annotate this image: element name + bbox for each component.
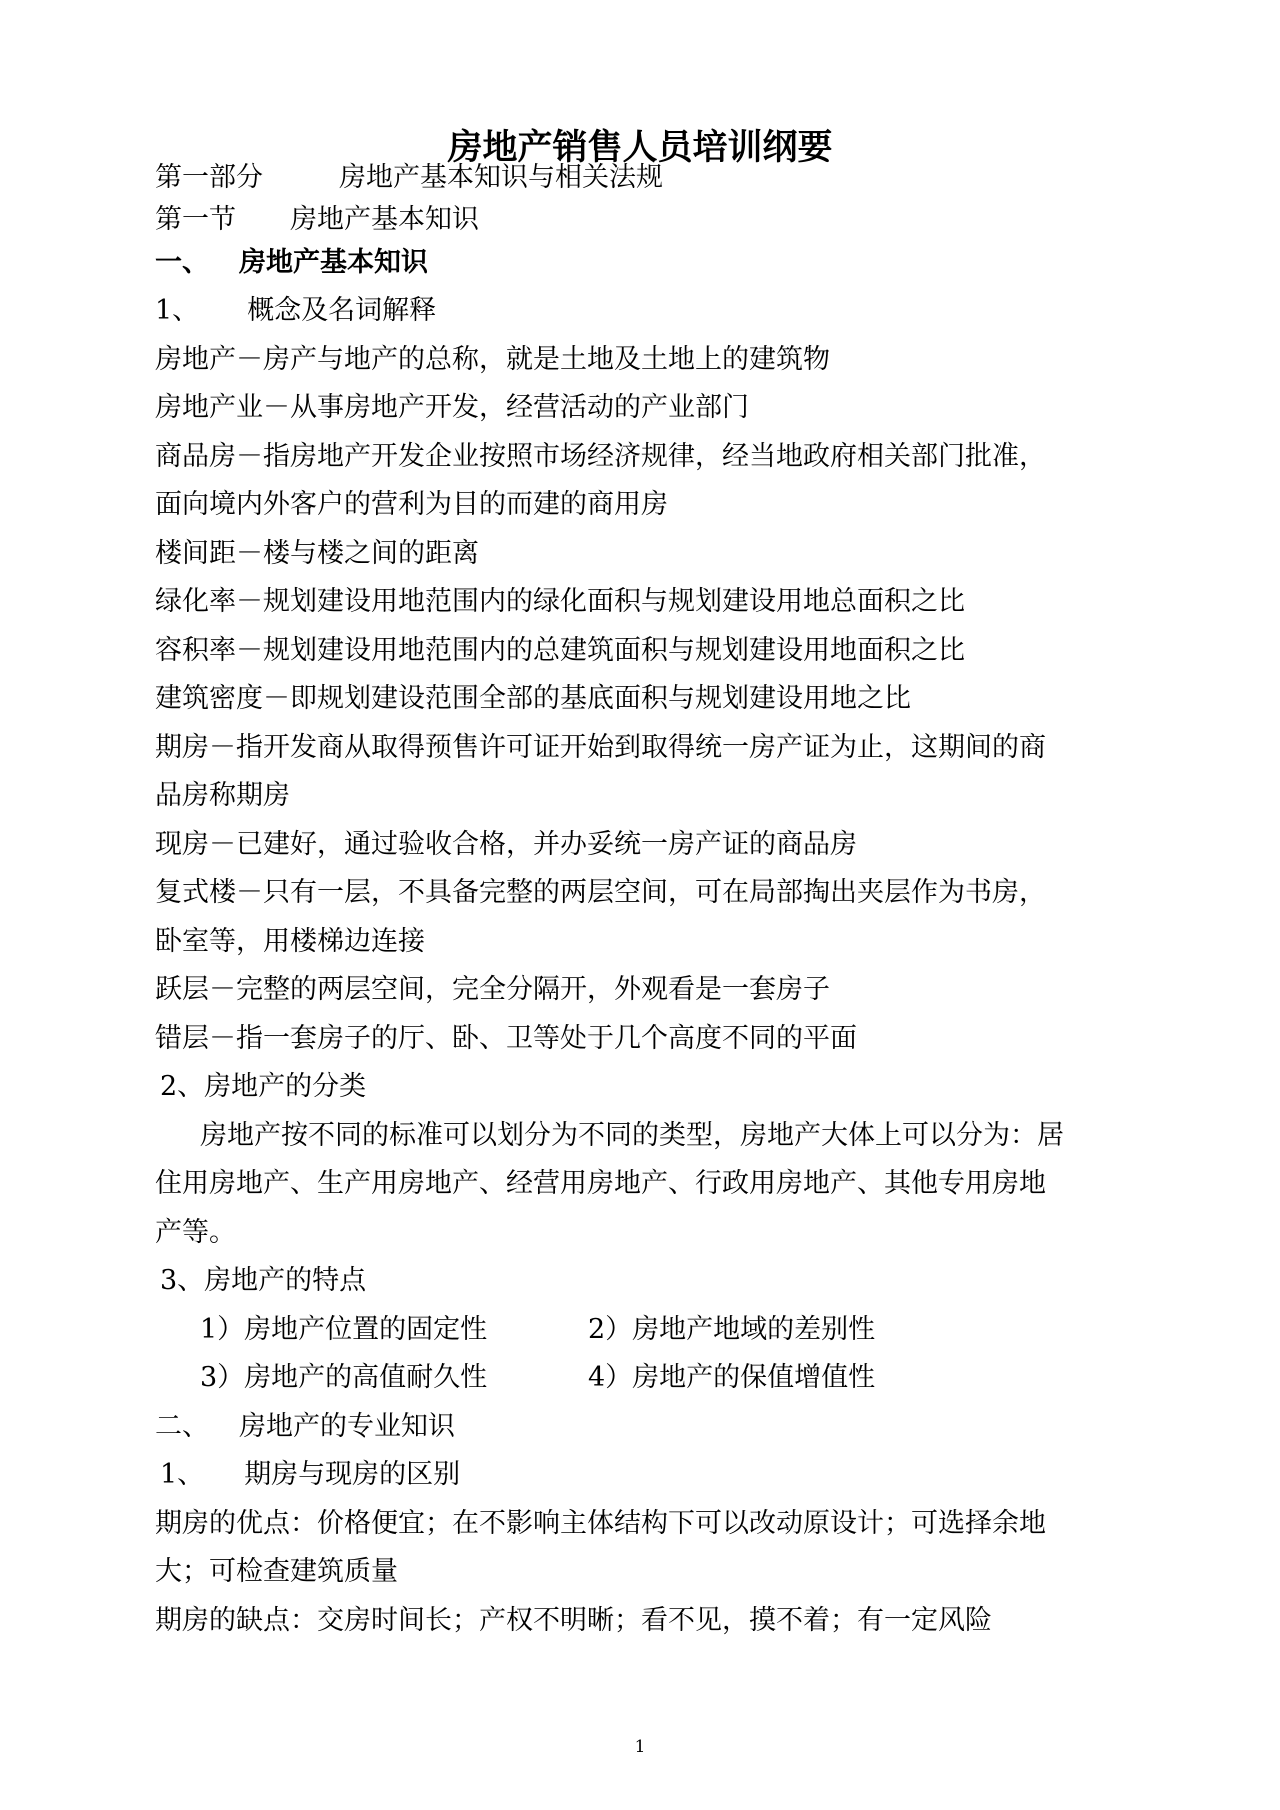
section-label: 第一节 [155,204,236,235]
classification-paragraph-line-2: 住用房地产、生产用房地产、经营用房地产、行政用房地产、其他专用房地 [155,1168,1046,1199]
term-split-level: 错层－指一套房子的厅、卧、卫等处于几个高度不同的平面 [155,1023,857,1054]
feature-fixed-location: 1）房地产位置的固定性 [200,1314,488,1345]
heading-one-text: 房地产基本知识 [239,247,428,278]
characteristics-row-2 [200,1358,1200,1398]
classification-paragraph-line-1: 房地产按不同的标准可以划分为不同的类型，房地产大体上可以分为：居 [200,1120,1064,1151]
part-heading [155,158,1155,198]
term-building-density: 建筑密度－即规划建设范围全部的基底面积与规划建设用地之比 [155,683,911,714]
subheading-concepts-text: 概念及名词解释 [247,295,437,326]
classification-paragraph-line-3: 产等。 [155,1217,236,1248]
subheading-differences [160,1455,1160,1495]
subheading-concepts [155,291,1155,331]
term-completed-housing: 现房－已建好，通过验收合格，并办妥统一房产证的商品房 [155,829,857,860]
feature-high-value-durable: 3）房地产的高值耐久性 [200,1362,488,1393]
subheading-differences-text: 期房与现房的区别 [244,1459,461,1490]
feature-value-preservation: 4）房地产的保值增值性 [588,1362,876,1393]
term-building-spacing: 楼间距－楼与楼之间的距离 [155,538,479,569]
heading-two-label: 二、 [155,1411,209,1442]
off-plan-pros: 期房的优点：价格便宜；在不影响主体结构下可以改动原设计；可选择余地 [155,1508,1046,1539]
section-heading [155,200,1155,240]
term-commercial-housing-cont: 面向境内外客户的营利为目的而建的商用房 [155,489,668,520]
term-duplex: 复式楼－只有一层，不具备完整的两层空间，可在局部掏出夹层作为书房， [155,877,1046,908]
term-commercial-housing: 商品房－指房地产开发企业按照市场经济规律，经当地政府相关部门批准， [155,441,1046,472]
heading-two-text: 房地产的专业知识 [239,1411,455,1442]
subheading-differences-label: 1、 [160,1459,205,1490]
term-maisonette: 跃层－完整的两层空间，完全分隔开，外观看是一套房子 [155,974,830,1005]
term-off-plan-cont: 品房称期房 [155,780,290,811]
term-greening-rate: 绿化率－规划建设用地范围内的绿化面积与规划建设用地总面积之比 [155,586,965,617]
off-plan-cons: 期房的缺点：交房时间长；产权不明晰；看不见，摸不着；有一定风险 [155,1605,992,1636]
subheading-characteristics: 3、房地产的特点 [160,1265,367,1296]
feature-regional-difference: 2）房地产地域的差别性 [588,1314,876,1345]
term-duplex-cont: 卧室等，用楼梯边连接 [155,926,425,957]
page-number: 1 [634,1737,646,1757]
section-text: 房地产基本知识 [290,204,479,235]
subheading-concepts-label: 1、 [155,295,200,326]
term-off-plan: 期房－指开发商从取得预售许可证开始到取得统一房产证为止，这期间的商 [155,732,1046,763]
characteristics-row-1 [200,1310,1200,1350]
heading-two [155,1407,1155,1447]
part-label: 第一部分 [155,162,263,193]
heading-one [155,243,1155,283]
term-real-estate-industry: 房地产业－从事房地产开发，经营活动的产业部门 [155,392,749,423]
subheading-classification: 2、房地产的分类 [160,1071,367,1102]
term-real-estate: 房地产－房产与地产的总称，就是土地及土地上的建筑物 [155,344,830,375]
term-plot-ratio: 容积率－规划建设用地范围内的总建筑面积与规划建设用地面积之比 [155,635,965,666]
heading-one-label: 一、 [155,247,209,278]
part-text: 房地产基本知识与相关法规 [339,162,663,193]
document-title: 房地产销售人员培训纲要 [447,128,833,168]
off-plan-pros-cont: 大；可检查建筑质量 [155,1556,398,1587]
